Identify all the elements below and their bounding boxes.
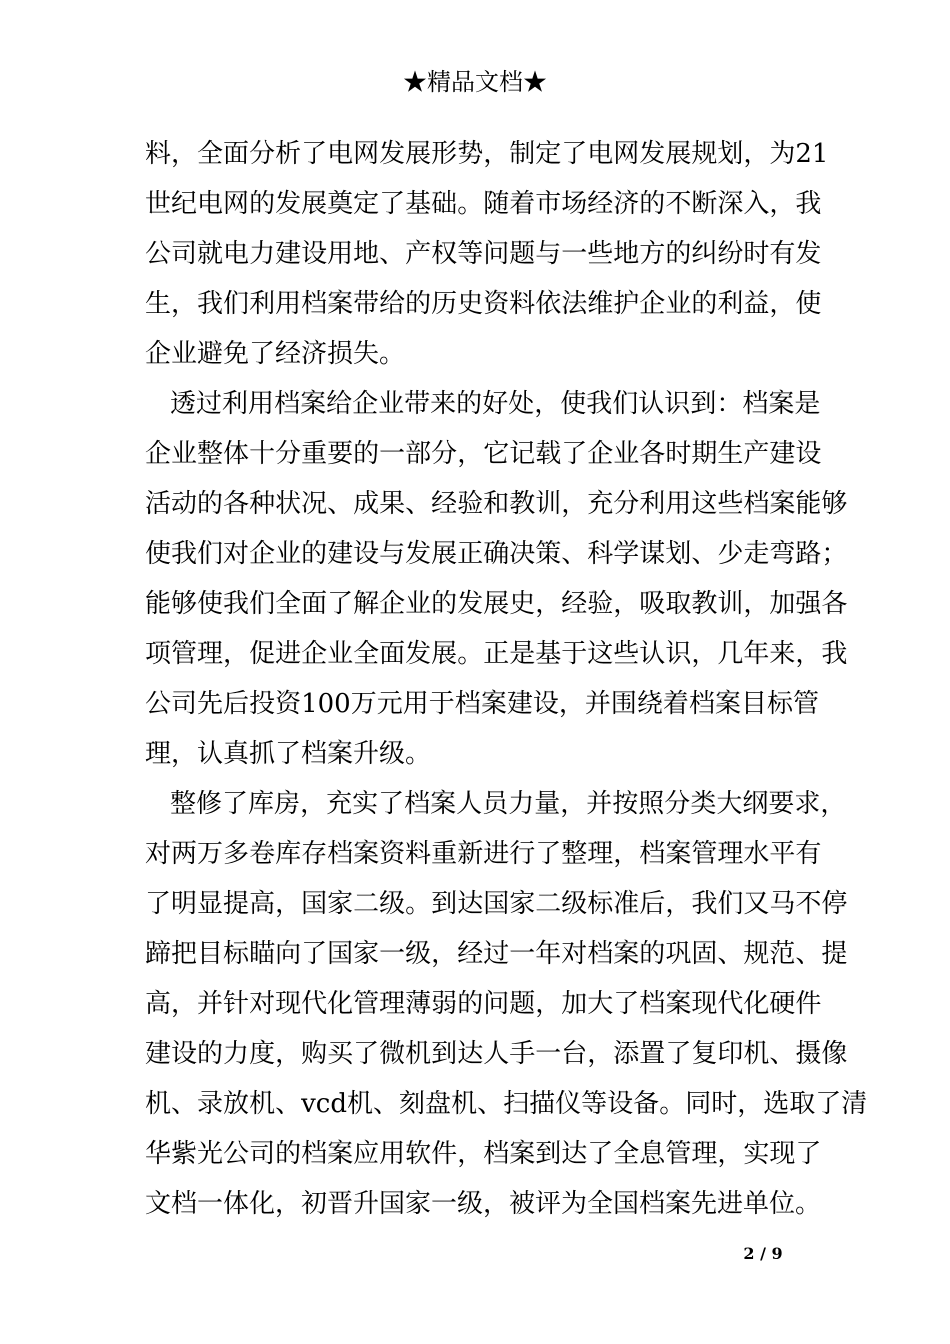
- body-line: 使 我 们 对 企 业 的 建 设 与 发 展 正 确 决 策 、 科 学 谋 划 、 少 走 弯 路 ；: [145, 539, 848, 569]
- body-line: 料 ， 全 面 分 析 了 电 网 发 展 形 势 ， 制 定 了 电 网 发 展 规 划 ， 为 21: [145, 139, 829, 169]
- body-line: 高 ， 并 针 对 现 代 化 管 理 薄 弱 的 问 题 ， 加 大 了 档 案 现 代 化 硬 件: [145, 989, 822, 1019]
- body-line: 透 过 利 用 档 案 给 企 业 带 来 的 好 处 ， 使 我 们 认 识 到 ： 档 案 是: [170, 389, 821, 419]
- body-line: 了 明 显 提 高 ， 国 家 二 级 。 到 达 国 家 二 级 标 准 后 ， 我 们 又 马 不 停: [145, 889, 848, 919]
- body-line: 项 管 理 ， 促 进 企 业 全 面 发 展 。 正 是 基 于 这 些 认 识 ， 几 年 来 ， 我: [145, 639, 848, 669]
- body-line: 理，认真抓了档案升级。: [145, 739, 432, 769]
- body-line: 能 够 使 我 们 全 面 了 解 企 业 的 发 展 史 ， 经 验 ， 吸 取 教 训 ， 加 强 各: [145, 589, 848, 619]
- body-line: 生 ， 我 们 利 用 档 案 带 给 的 历 史 资 料 依 法 维 护 企 业 的 利 益 ， 使: [145, 289, 822, 319]
- body-line: 企业避免了经济损失。: [145, 339, 406, 369]
- body-line: 公 司 先 后 投 资 100 万 元 用 于 档 案 建 设 ， 并 围 绕 着 档 案 目 标 管: [145, 689, 820, 719]
- body-line: 公 司 就 电 力 建 设 用 地 、 产 权 等 问 题 与 一 些 地 方 的 纠 纷 时 有 发: [145, 239, 822, 269]
- body-line: 文档一体化，初晋升国家一级，被评为全国档案先进单位。: [145, 1189, 822, 1219]
- body-line: 活 动 的 各 种 状 况 、 成 果 、 经 验 和 教 训 ， 充 分 利 用 这 些 档 案 能 够: [145, 489, 848, 519]
- body-line: 整 修 了 库 房 ， 充 实 了 档 案 人 员 力 量 ， 并 按 照 分 类 大 纲 要 求 ，: [170, 789, 847, 819]
- body-line: 华 紫 光 公 司 的 档 案 应 用 软 件 ， 档 案 到 达 了 全 息 管 理 ， 实 现 了: [145, 1139, 822, 1169]
- page-number: 2 / 9: [743, 1244, 783, 1263]
- body-line: 世 纪 电 网 的 发 展 奠 定 了 基 础 。 随 着 市 场 经 济 的 不 断 深 入 ， 我: [145, 189, 822, 219]
- body-line: 对 两 万 多 卷 库 存 档 案 资 料 重 新 进 行 了 整 理 ， 档 案 管 理 水 平 有: [145, 839, 822, 869]
- body-line: 企 业 整 体 十 分 重 要 的 一 部 分 ， 它 记 载 了 企 业 各 时 期 生 产 建 设: [145, 439, 822, 469]
- body-line: 机 、 录 放 机 、 vcd 机 、 刻 盘 机 、 扫 描 仪 等 设 备 。 同 时 ， 选 取 了 清: [145, 1089, 868, 1119]
- page-header-title: ★精品文档★: [403, 68, 547, 96]
- body-line: 蹄 把 目 标 瞄 向 了 国 家 一 级 ， 经 过 一 年 对 档 案 的 巩 固 、 规 范 、 提: [145, 939, 848, 969]
- body-line: 建 设 的 力 度 ， 购 买 了 微 机 到 达 人 手 一 台 ， 添 置 了 复 印 机 、 摄 像: [145, 1039, 848, 1069]
